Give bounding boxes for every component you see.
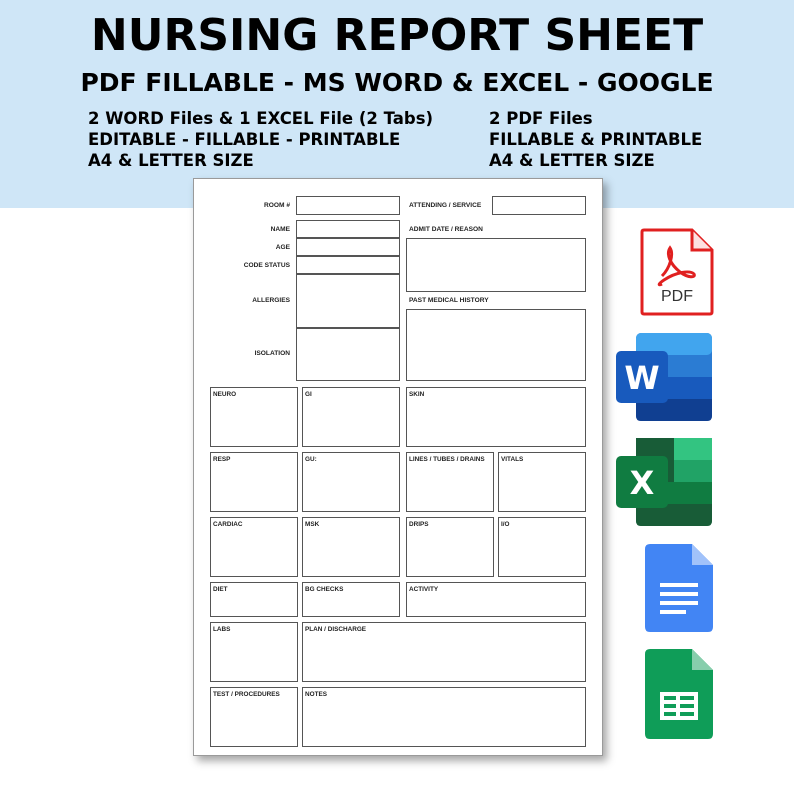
- activity-box[interactable]: [406, 582, 586, 617]
- io-box[interactable]: [498, 517, 586, 577]
- name-field[interactable]: [296, 220, 400, 238]
- resp-box[interactable]: [210, 452, 298, 512]
- plan-box[interactable]: [302, 622, 586, 682]
- tests-label: TEST / PROCEDURES: [213, 691, 280, 698]
- name-label: NAME: [270, 226, 290, 233]
- pdf-icon-label: PDF: [661, 288, 693, 305]
- admit-field[interactable]: [406, 238, 586, 292]
- allergies-field[interactable]: [296, 274, 400, 328]
- cardiac-label: CARDIAC: [213, 521, 243, 528]
- isolation-label: ISOLATION: [254, 350, 290, 357]
- room-label: ROOM #: [263, 202, 290, 209]
- pmh-field[interactable]: [406, 309, 586, 381]
- feature-line: 2 WORD Files & 1 EXCEL File (2 Tabs): [88, 109, 434, 128]
- tests-box[interactable]: [210, 687, 298, 747]
- pmh-label: PAST MEDICAL HISTORY: [409, 297, 489, 304]
- io-label: I/O: [501, 521, 510, 528]
- bg-checks-label: BG CHECKS: [305, 586, 344, 593]
- resp-label: RESP: [213, 456, 231, 463]
- bg-checks-box[interactable]: [302, 582, 400, 617]
- vitals-label: VITALS: [501, 456, 524, 463]
- msk-box[interactable]: [302, 517, 400, 577]
- age-label: AGE: [275, 244, 290, 251]
- labs-label: LABS: [213, 626, 231, 633]
- word-icon-letter: W: [624, 359, 660, 397]
- excel-icon-letter: X: [629, 464, 655, 502]
- report-sheet-preview: [193, 178, 603, 756]
- room-field[interactable]: [296, 196, 400, 215]
- gi-label: GI: [305, 391, 312, 398]
- diet-box[interactable]: [210, 582, 298, 617]
- age-field[interactable]: [296, 238, 400, 256]
- gu-box[interactable]: [302, 452, 400, 512]
- gi-box[interactable]: [302, 387, 400, 447]
- google-docs-icon: [644, 543, 714, 633]
- code-status-label: CODE STATUS: [243, 262, 290, 269]
- feature-line: EDITABLE - FILLABLE - PRINTABLE: [88, 130, 401, 149]
- drips-label: DRIPS: [409, 521, 429, 528]
- drips-box[interactable]: [406, 517, 494, 577]
- excel-icon: [614, 438, 714, 526]
- skin-label: SKIN: [409, 391, 425, 398]
- diet-label: DIET: [213, 586, 228, 593]
- google-sheets-icon: [644, 648, 714, 740]
- page-subtitle: PDF FILLABLE - MS WORD & EXCEL - GOOGLE: [80, 68, 714, 97]
- pdf-file-icon: [640, 228, 714, 316]
- code-status-field[interactable]: [296, 256, 400, 274]
- feature-line: A4 & LETTER SIZE: [88, 151, 254, 170]
- labs-box[interactable]: [210, 622, 298, 682]
- lines-box[interactable]: [406, 452, 494, 512]
- page-title: NURSING REPORT SHEET: [90, 10, 704, 61]
- activity-label: ACTIVITY: [409, 586, 439, 593]
- cardiac-box[interactable]: [210, 517, 298, 577]
- gu-label: GU:: [305, 456, 317, 463]
- attending-field[interactable]: [492, 196, 586, 215]
- lines-label: LINES / TUBES / DRAINS: [409, 456, 485, 463]
- isolation-field[interactable]: [296, 328, 400, 381]
- right-features: [489, 108, 702, 171]
- notes-box[interactable]: [302, 687, 586, 747]
- word-icon: [614, 333, 714, 421]
- admit-label: ADMIT DATE / REASON: [409, 226, 483, 233]
- notes-label: NOTES: [305, 691, 328, 698]
- neuro-label: NEURO: [213, 391, 237, 398]
- feature-line: A4 & LETTER SIZE: [489, 151, 655, 170]
- feature-line: FILLABLE & PRINTABLE: [489, 130, 703, 149]
- neuro-box[interactable]: [210, 387, 298, 447]
- attending-label: ATTENDING / SERVICE: [409, 202, 482, 209]
- feature-line: 2 PDF Files: [489, 109, 593, 128]
- vitals-box[interactable]: [498, 452, 586, 512]
- left-features: [88, 108, 433, 171]
- plan-label: PLAN / DISCHARGE: [305, 626, 367, 633]
- allergies-label: ALLERGIES: [252, 297, 290, 304]
- msk-label: MSK: [305, 521, 320, 528]
- skin-box[interactable]: [406, 387, 586, 447]
